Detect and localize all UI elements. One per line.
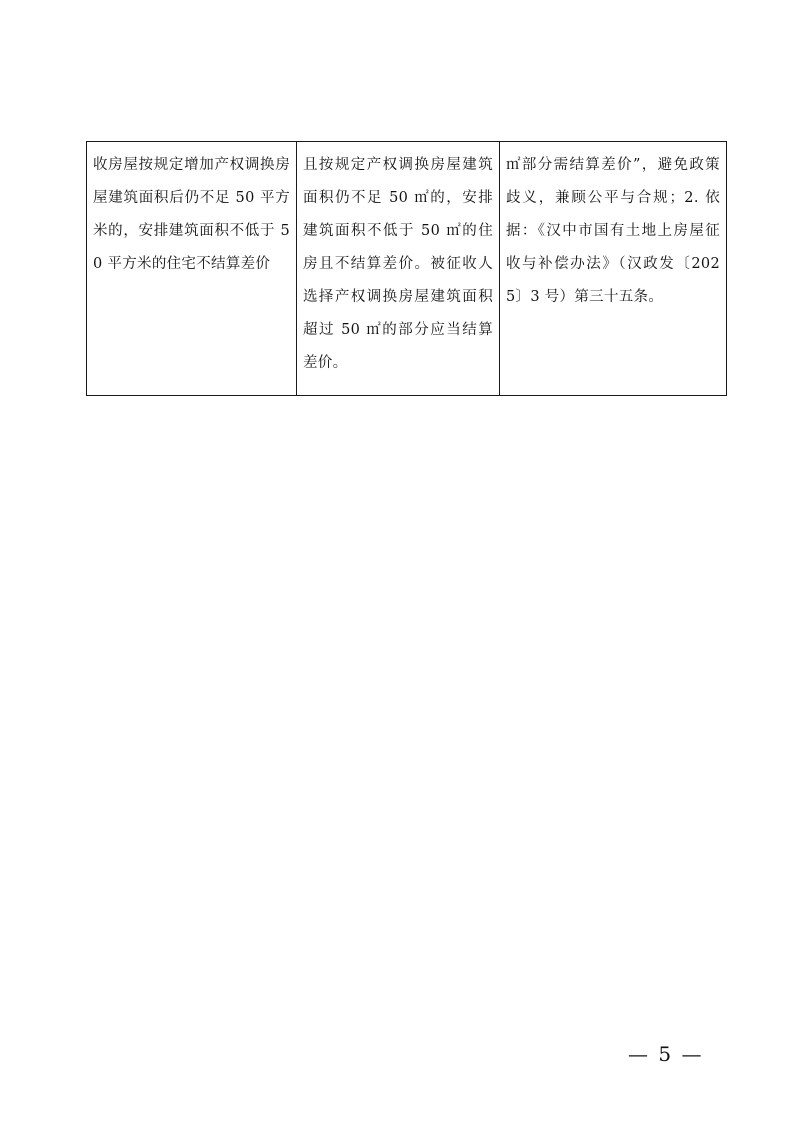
cell-text: 收房屋按规定增加产权调换房屋建筑面积后仍不足 50 平方米的，安排建筑面积不低于 50 平方米的住宅不结算差价 — [93, 157, 290, 272]
table-row — [87, 142, 727, 396]
cell-text: 且按规定产权调换房屋建筑面积仍不足 50 ㎡的，安排建筑面积不低于 50 ㎡的住房且不结算差价。被征收人选择产权调换房屋建筑面积超过 50 ㎡的部分应当结算差价。 — [303, 157, 493, 371]
page-number: — 5 — — [628, 1042, 704, 1066]
table-cell-original-text — [87, 142, 297, 396]
cell-text: ㎡部分需结算差价”，避免政策歧义，兼顾公平与合规；2. 依据：《汉中市国有土地上房屋征收与补偿办法》（汉政发〔2025〕3 号）第三十五条。 — [506, 157, 720, 305]
table-cell-reason — [500, 142, 727, 396]
table-cell-revised-text — [297, 142, 500, 396]
continuation-table — [86, 141, 727, 396]
